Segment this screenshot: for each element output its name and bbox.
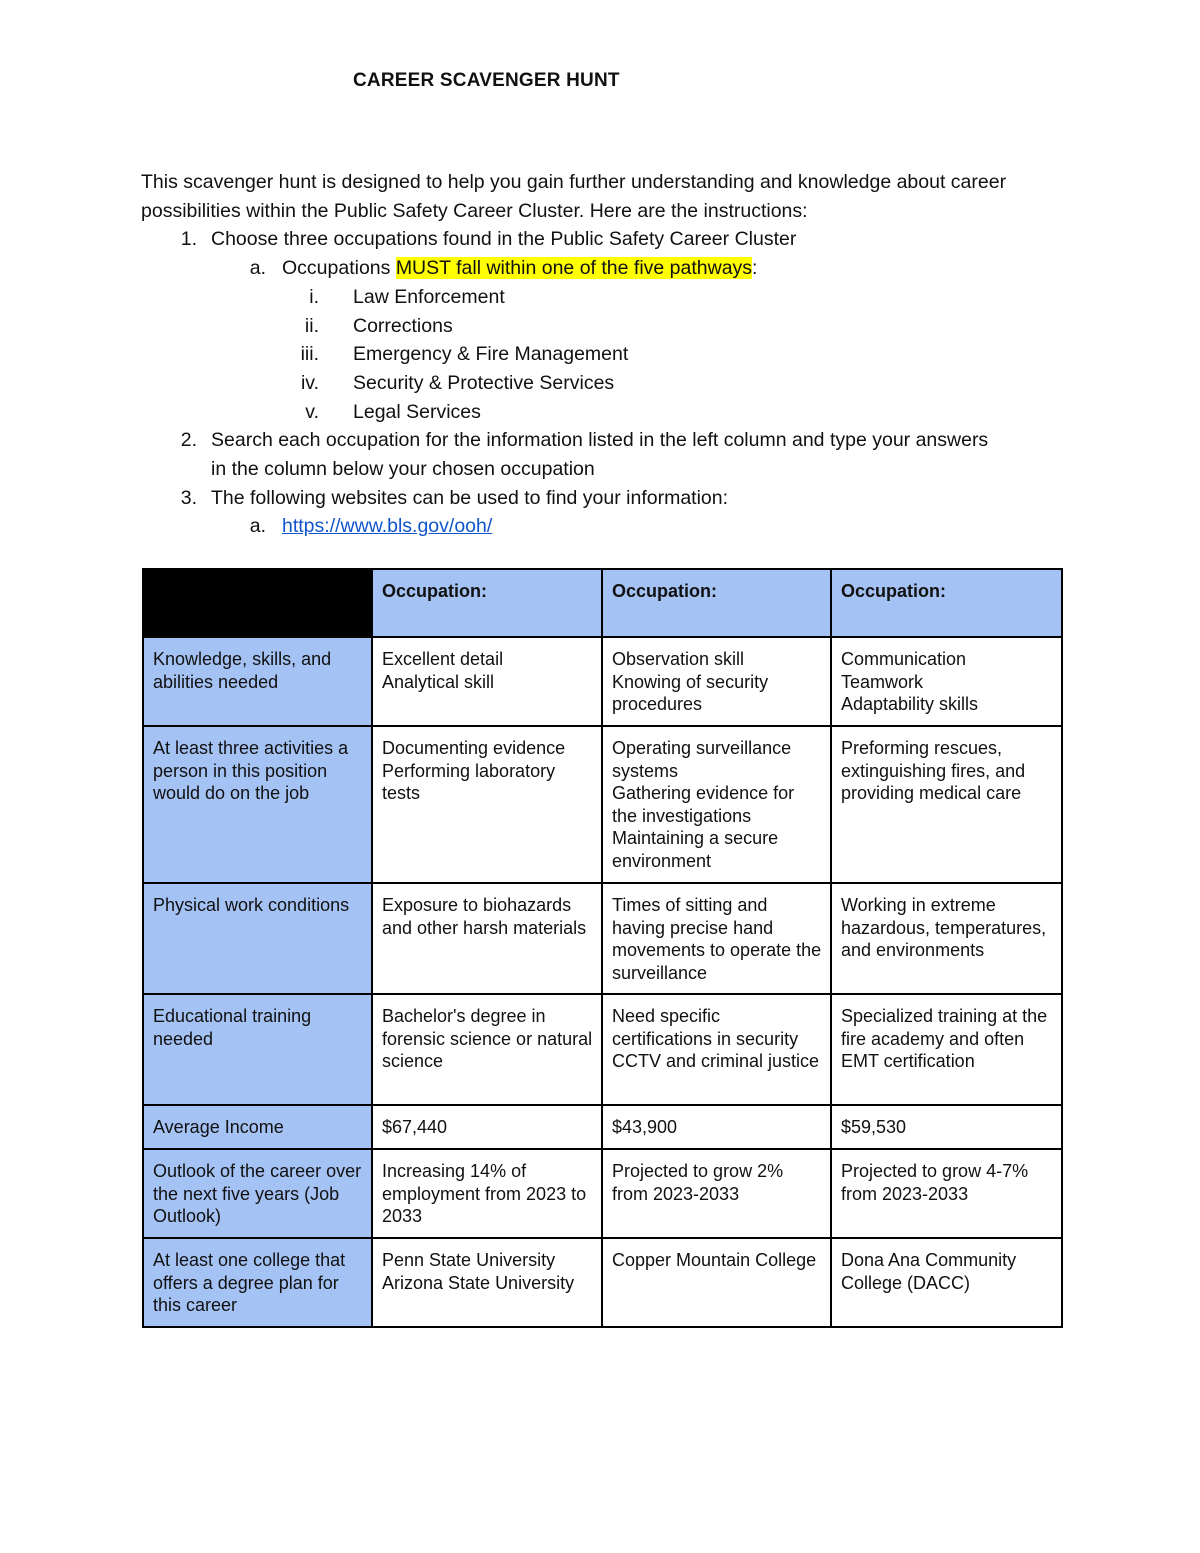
cell-line: Performing laboratory tests <box>382 760 556 804</box>
list-marker: 1. <box>180 228 197 251</box>
pathway-label: Legal Services <box>353 400 481 423</box>
table-cell[interactable] <box>831 1105 1062 1149</box>
cell-line: Communication <box>841 649 967 669</box>
cell-line: Specialized training at the fire academy and often EMT certification <box>841 1006 1048 1072</box>
cell-line: $59,530 <box>841 1117 907 1137</box>
list-marker: v. <box>305 400 319 423</box>
cell-line: Penn State University <box>382 1250 556 1270</box>
cell-line: $67,440 <box>382 1117 448 1137</box>
cell-line: Adaptability skills <box>841 694 979 715</box>
list-marker: iii. <box>300 343 319 366</box>
row-label: Knowledge, skills, and abilities needed <box>143 637 372 726</box>
cell-line: Observation skill <box>612 649 745 669</box>
table-cell[interactable] <box>831 726 1062 883</box>
list-marker: 3. <box>180 486 197 509</box>
table-cell[interactable] <box>602 994 831 1105</box>
pathway-label: Corrections <box>353 314 453 337</box>
cell-line: Arizona State University <box>382 1272 575 1293</box>
cell-line: Knowing of security procedures <box>612 671 769 715</box>
table-cell[interactable] <box>602 1238 831 1327</box>
instruction-text: Search each occupation for the information listed in the left column and type your answers in the column below your chosen occupation <box>211 429 989 481</box>
cell-line: Exposure to biohazards and other harsh materials <box>382 895 587 938</box>
pathway-item <box>141 283 1061 312</box>
instruction-text <box>282 254 757 283</box>
cell-line: Teamwork <box>841 671 924 692</box>
table-cell[interactable] <box>602 1149 831 1238</box>
row-label: Educational training needed <box>143 994 372 1105</box>
cell-line: Maintaining a secure environment <box>612 828 779 871</box>
cell-line: Need specific certifications in security CCTV and criminal justice <box>612 1006 820 1072</box>
table-cell[interactable] <box>372 1105 602 1149</box>
cell-line: Working in extreme hazardous, temperatures, and environments <box>841 895 1047 961</box>
row-label: Average Income <box>143 1105 372 1149</box>
cell-line: Bachelor's degree in forensic science or natural science <box>382 1006 593 1072</box>
table-row <box>143 883 1062 994</box>
table-row <box>143 1149 1062 1238</box>
instruction-subitem <box>141 512 1061 541</box>
row-label: At least one college that offers a degree plan for this career <box>143 1238 372 1327</box>
pathway-item <box>141 312 1061 341</box>
bls-ooh-link[interactable]: https://www.bls.gov/ooh/ <box>282 515 493 538</box>
list-marker: i. <box>309 285 319 308</box>
pathway-label: Law Enforcement <box>353 285 505 308</box>
instruction-text-end: : <box>752 257 758 280</box>
table-cell[interactable] <box>602 726 831 883</box>
instruction-subitem <box>141 254 1061 283</box>
cell-line: Projected to grow 2% from 2023-2033 <box>612 1161 784 1204</box>
table-cell[interactable] <box>372 883 602 994</box>
list-marker: iv. <box>300 371 319 394</box>
cell-line: Projected to grow 4-7% from 2023-2033 <box>841 1161 1029 1204</box>
intro-paragraph: This scavenger hunt is designed to help you gain further understanding and knowledge about career possibilities within the Public Safety Career Cluster. Here are the instructions: <box>141 171 1007 222</box>
table-cell[interactable] <box>831 883 1062 994</box>
table-header-row <box>143 569 1062 637</box>
pathway-label: Emergency & Fire Management <box>353 343 629 366</box>
instruction-item <box>141 225 1061 254</box>
pathway-item <box>141 369 1061 398</box>
cell-line: Excellent detail <box>382 649 504 669</box>
table-cell[interactable] <box>602 1105 831 1149</box>
occupation-header: Occupation: <box>602 569 831 637</box>
instruction-text: The following websites can be used to find your information: <box>211 486 729 509</box>
table-cell[interactable] <box>372 1238 602 1327</box>
row-label: Physical work conditions <box>143 883 372 994</box>
instruction-item <box>141 426 1061 483</box>
cell-line: $43,900 <box>612 1117 678 1137</box>
instructions-section <box>141 168 1061 541</box>
row-label: Outlook of the career over the next five years (Job Outlook) <box>143 1149 372 1238</box>
row-label: At least three activities a person in this position would do on the job <box>143 726 372 883</box>
career-table <box>142 568 1063 1328</box>
cell-line: Gathering evidence for the investigations <box>612 783 795 826</box>
pathway-label: Security & Protective Services <box>353 371 615 394</box>
cell-line: Times of sitting and having precise hand movements to operate the surveillance <box>612 895 822 983</box>
table-cell[interactable] <box>602 883 831 994</box>
cell-line: Operating surveillance systems <box>612 738 792 781</box>
table-cell[interactable] <box>372 1149 602 1238</box>
list-marker: 2. <box>180 429 197 452</box>
cell-line: Copper Mountain College <box>612 1250 817 1270</box>
cell-line: Analytical skill <box>382 671 495 692</box>
table-cell[interactable] <box>602 637 831 726</box>
list-marker: a. <box>249 515 266 538</box>
highlighted-text: MUST fall within one of the five pathways <box>395 257 753 280</box>
table-cell[interactable] <box>372 994 602 1105</box>
table-cell[interactable] <box>831 1149 1062 1238</box>
cell-line: Increasing 14% of employment from 2023 to 2033 <box>382 1161 587 1227</box>
header-corner-cell <box>143 569 372 637</box>
list-marker: a. <box>249 257 266 280</box>
instruction-text-start: Occupations <box>282 257 396 280</box>
cell-line: Documenting evidence <box>382 738 566 758</box>
instruction-text: Choose three occupations found in the Public Safety Career Cluster <box>211 228 797 251</box>
table-cell[interactable] <box>831 637 1062 726</box>
instruction-item <box>141 484 1061 513</box>
document-title: CAREER SCAVENGER HUNT <box>353 70 620 91</box>
table-row <box>143 1238 1062 1327</box>
list-marker: ii. <box>304 314 319 337</box>
table-cell[interactable] <box>372 637 602 726</box>
table-row <box>143 1105 1062 1149</box>
table-row <box>143 994 1062 1105</box>
cell-line: Dona Ana Community College (DACC) <box>841 1250 1017 1293</box>
table-cell[interactable] <box>831 994 1062 1105</box>
pathway-item <box>141 398 1061 427</box>
occupation-header: Occupation: <box>372 569 602 637</box>
table-cell[interactable] <box>831 1238 1062 1327</box>
pathway-item <box>141 340 1061 369</box>
table-row <box>143 637 1062 726</box>
table-row <box>143 726 1062 883</box>
occupation-header: Occupation: <box>831 569 1062 637</box>
table-cell[interactable] <box>372 726 602 883</box>
cell-line: Preforming rescues, extinguishing fires, and providing medical care <box>841 738 1026 804</box>
